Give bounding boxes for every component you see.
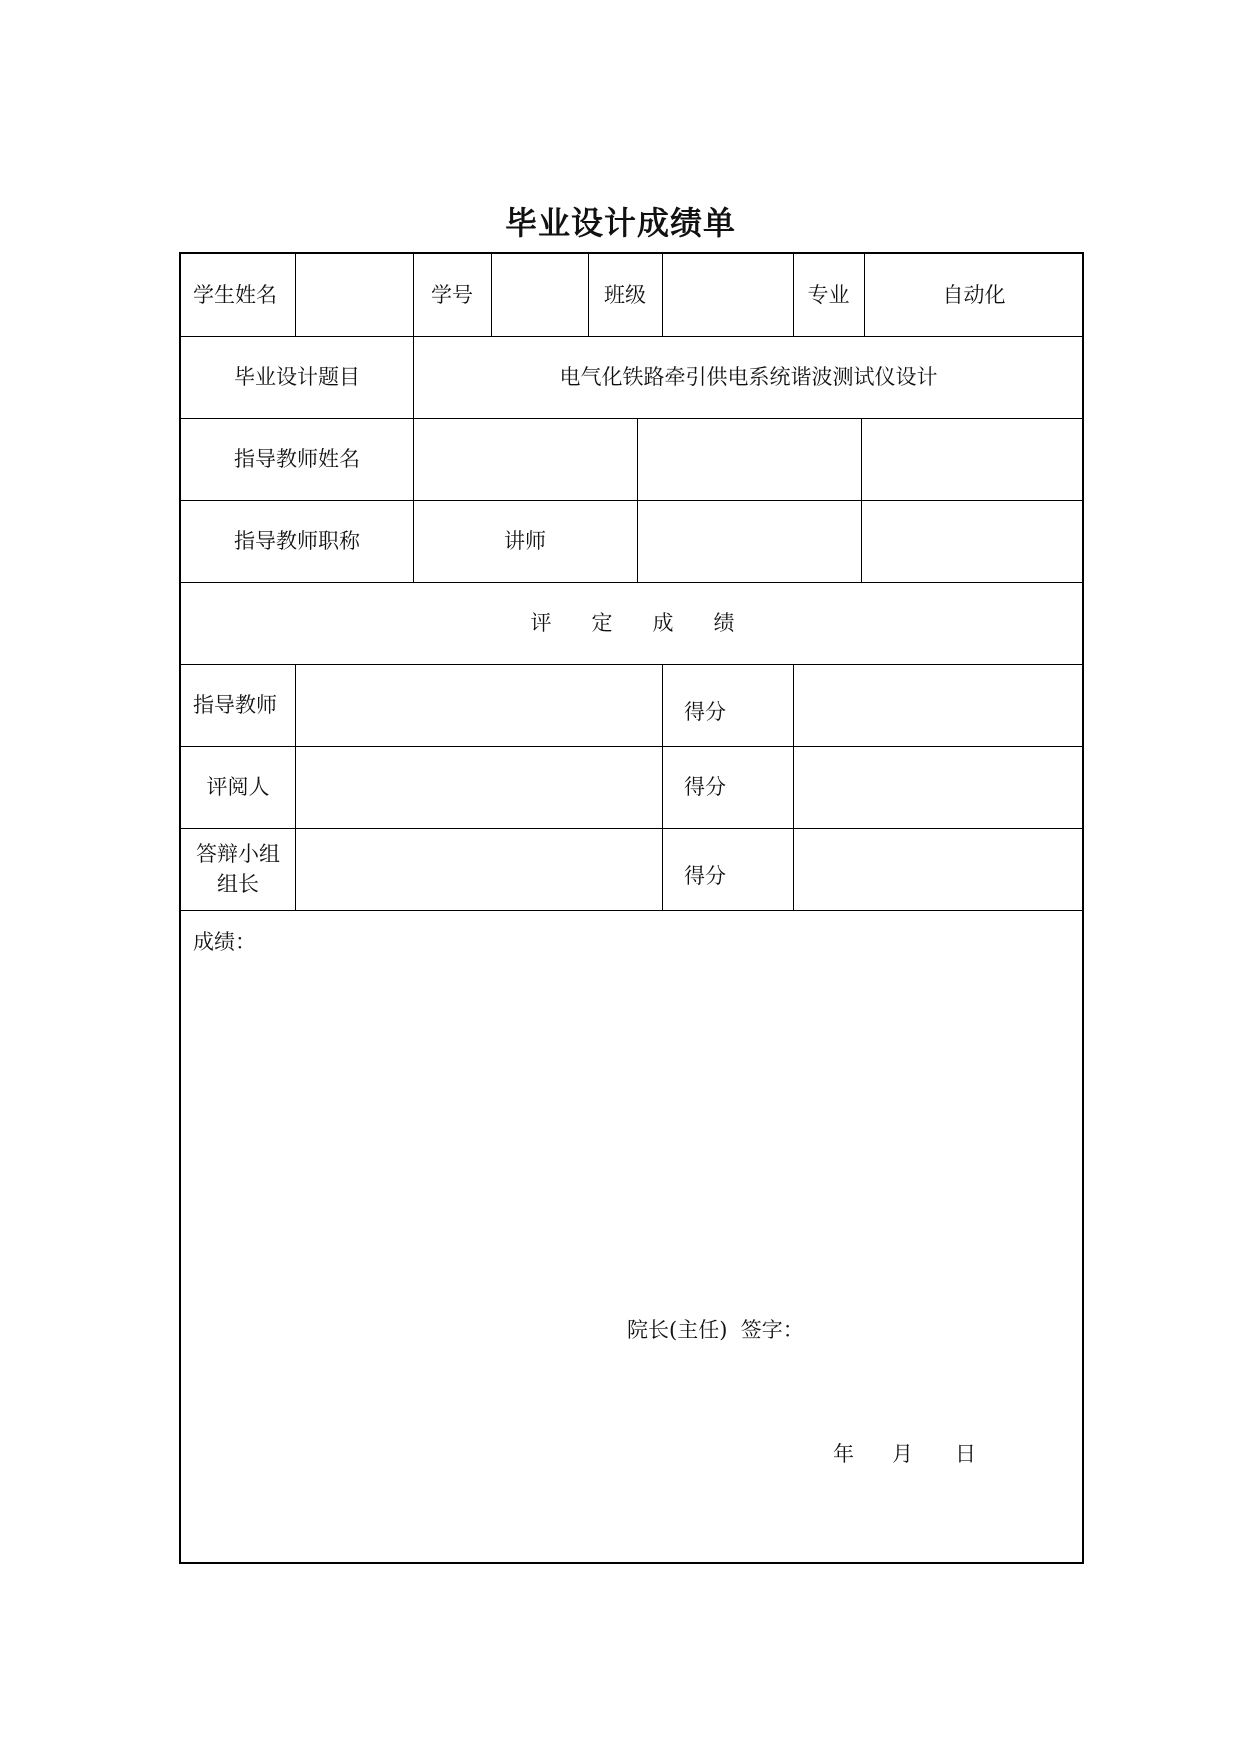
defense-comment[interactable] <box>295 828 662 910</box>
student-name-label: 学生姓名 <box>193 282 277 307</box>
advisor-eval-label: 指导教师 <box>193 693 277 717</box>
major-label: 专业 <box>807 282 850 307</box>
date-day: 日 <box>955 1441 976 1466</box>
reviewer-score-value[interactable] <box>793 746 1084 828</box>
advisor-name-value-1[interactable] <box>413 418 637 500</box>
evaluation-header-char: 绩 <box>713 610 735 635</box>
final-grade-label: 成绩： <box>193 929 256 954</box>
advisor-title-value-2[interactable] <box>637 500 861 582</box>
advisor-title-value-3[interactable] <box>861 500 1084 582</box>
advisor-score-value[interactable] <box>793 664 1084 746</box>
defense-leader-label <box>181 828 295 910</box>
advisor-title-value-1[interactable]: 讲师 <box>504 528 546 553</box>
evaluation-header-char: 评 <box>530 610 552 635</box>
reviewer-score-label: 得分 <box>684 774 726 799</box>
advisor-name-value-3[interactable] <box>861 418 1084 500</box>
advisor-name-label: 指导教师姓名 <box>234 446 360 471</box>
page-title: 毕业设计成绩单 <box>504 204 736 242</box>
advisor-name-value-2[interactable] <box>637 418 861 500</box>
reviewer-comment[interactable] <box>295 746 662 828</box>
reviewer-label: 评阅人 <box>206 774 270 799</box>
major-value[interactable]: 自动化 <box>942 282 1006 307</box>
defense-leader-label-line2: 组长 <box>217 872 259 896</box>
class-label: 班级 <box>604 282 646 307</box>
date-year: 年 <box>833 1441 854 1466</box>
student-name-value[interactable] <box>295 254 413 336</box>
student-id-value[interactable] <box>491 254 588 336</box>
row-divider <box>181 910 1082 911</box>
class-value[interactable] <box>662 254 793 336</box>
date-month: 月 <box>892 1441 913 1466</box>
topic-label: 毕业设计题目 <box>234 364 360 389</box>
grade-form <box>179 252 1084 1564</box>
evaluation-header <box>181 582 1084 664</box>
student-id-label: 学号 <box>431 282 473 307</box>
defense-score-label: 得分 <box>684 863 726 888</box>
dean-signature-label: 院长(主任) 签字： <box>627 1317 804 1342</box>
advisor-comment[interactable] <box>295 664 662 746</box>
topic-value[interactable]: 电气化铁路牵引供电系统谐波测试仪设计 <box>559 364 938 389</box>
defense-leader-label-line1: 答辩小组 <box>196 841 280 866</box>
evaluation-header-char: 成 <box>652 610 674 635</box>
advisor-title-label: 指导教师职称 <box>234 528 360 553</box>
defense-score-value[interactable] <box>793 828 1084 910</box>
advisor-score-label: 得分 <box>684 699 726 724</box>
evaluation-header-char: 定 <box>591 610 613 635</box>
